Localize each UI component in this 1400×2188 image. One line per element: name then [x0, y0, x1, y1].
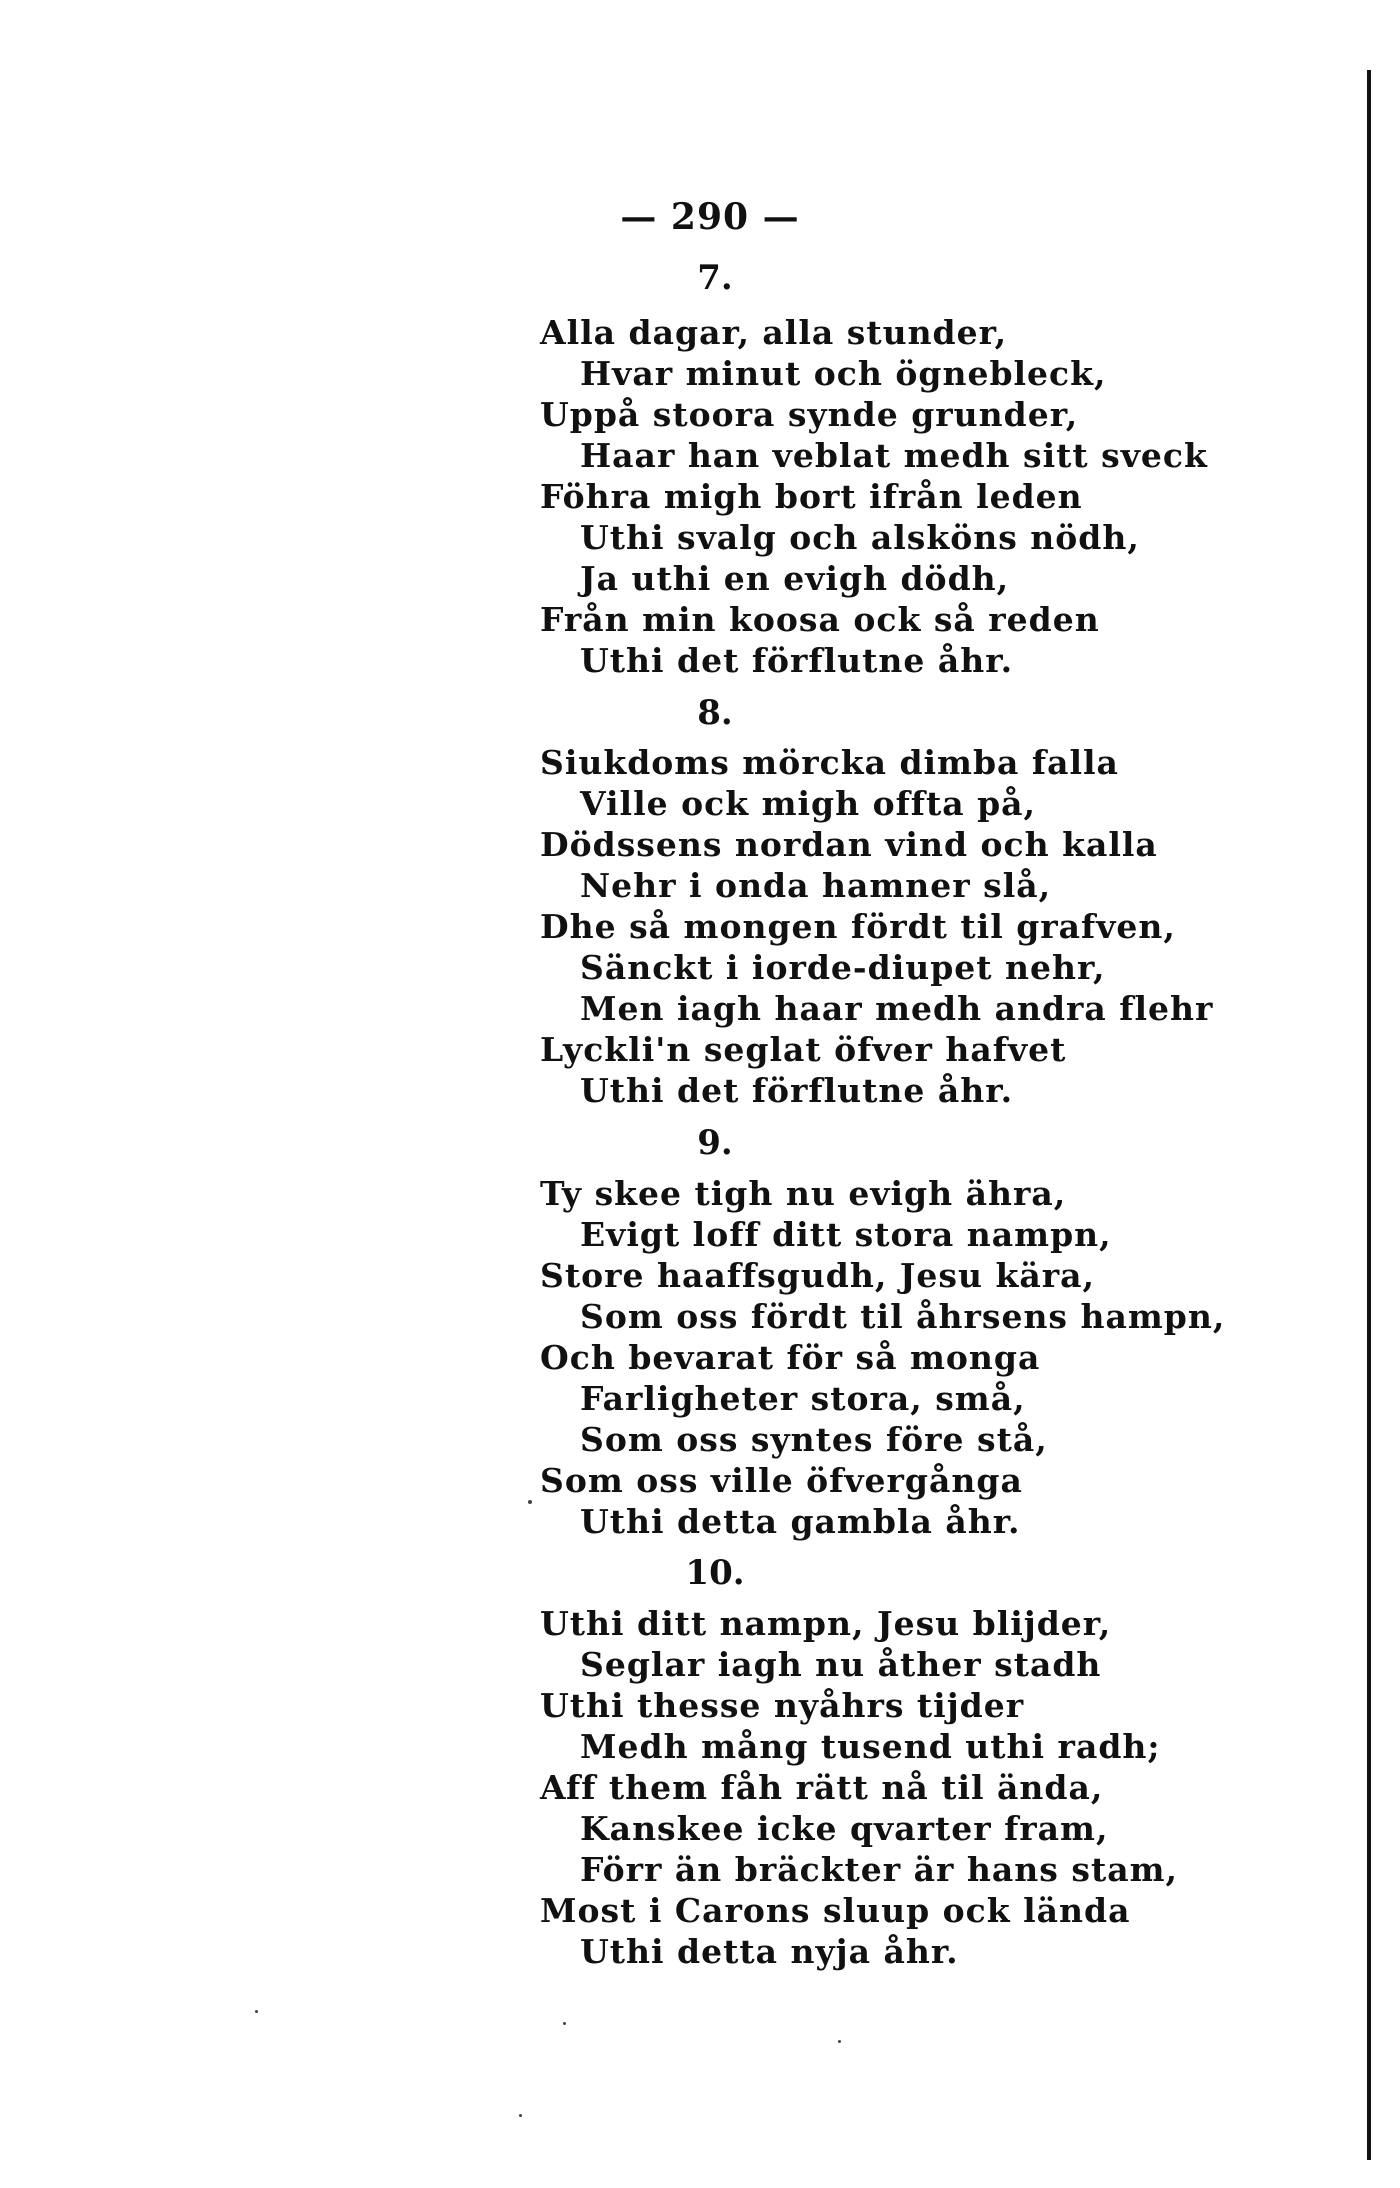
stanza-10 — [540, 1603, 1178, 1972]
verse-line: Nehr i onda hamner slå, — [580, 866, 1052, 905]
scan-speck — [519, 2114, 522, 2117]
verse-line: Uthi detta nyja åhr. — [580, 1932, 959, 1971]
verse-line: Kanskee icke qvarter fram, — [580, 1809, 1109, 1848]
verse-line: Som oss syntes före stå, — [580, 1420, 1048, 1459]
verse-line: Hvar minut och ögnebleck, — [580, 354, 1107, 393]
verse-line: Föhra migh bort ifrån leden — [540, 477, 1083, 516]
scan-speck — [563, 2022, 566, 2025]
verse-line: Most i Carons sluup ock lända — [540, 1891, 1131, 1930]
scan-speck — [528, 1500, 532, 1504]
verse-line: Uthi thesse nyåhrs tijder — [540, 1686, 1025, 1725]
stanza-number-8: 8. — [697, 693, 733, 733]
verse-line: Uthi det förflutne åhr. — [580, 1071, 1014, 1110]
verse-line: Och bevarat för så monga — [540, 1338, 1041, 1377]
verse-line: Förr än bräckter är hans stam, — [580, 1850, 1178, 1889]
verse-line: Uppå stoora synde grunder, — [540, 395, 1079, 434]
verse-line: Aff them fåh rätt nå til ända, — [540, 1768, 1104, 1807]
verse-line: Ja uthi en evigh dödh, — [580, 559, 1010, 598]
verse-line: Uthi det förflutne åhr. — [580, 641, 1014, 680]
stanza-9 — [540, 1173, 1225, 1542]
verse-line: Som oss fördt til åhrsens hampn, — [580, 1297, 1226, 1336]
verse-line: Från min koosa ock så reden — [540, 600, 1100, 639]
verse-line: Haar han veblat medh sitt sveck — [580, 436, 1208, 475]
verse-line: Medh mång tusend uthi radh; — [580, 1727, 1161, 1766]
verse-line: Ville ock migh offta på, — [580, 784, 1037, 823]
verse-line: Farligheter stora, små, — [580, 1379, 1026, 1418]
stanza-8 — [540, 742, 1213, 1111]
verse-line: Seglar iagh nu åther stadh — [580, 1645, 1102, 1684]
verse-line: Som oss ville öfvergånga — [540, 1461, 1023, 1500]
verse-line: Uthi detta gambla åhr. — [580, 1502, 1021, 1541]
verse-line: Dödssens nordan vind och kalla — [540, 825, 1158, 864]
stanza-number-9: 9. — [697, 1123, 733, 1163]
stanza-7 — [540, 312, 1208, 681]
verse-line: Dhe så mongen fördt til grafven, — [540, 907, 1176, 946]
verse-line: Uthi ditt nampn, Jesu blijder, — [540, 1604, 1112, 1643]
stanza-number-7: 7. — [697, 258, 733, 298]
verse-line: Uthi svalg och alsköns nödh, — [580, 518, 1140, 557]
verse-line: Siukdoms mörcka dimba falla — [540, 743, 1119, 782]
page-number: — 290 — — [620, 196, 800, 238]
scan-speck — [838, 2040, 841, 2043]
verse-line: Evigt loff ditt stora nampn, — [580, 1215, 1112, 1254]
stanza-number-10: 10. — [685, 1553, 745, 1593]
verse-line: Men iagh haar medh andra flehr — [580, 989, 1214, 1028]
scan-speck — [255, 2010, 258, 2013]
verse-line: Sänckt i iorde-diupet nehr, — [580, 948, 1106, 987]
verse-line: Ty skee tigh nu evigh ähra, — [540, 1174, 1067, 1213]
verse-line: Alla dagar, alla stunder, — [540, 313, 1008, 352]
page-edge-line — [1367, 70, 1371, 2160]
verse-line: Lyckli'n seglat öfver hafvet — [540, 1030, 1067, 1069]
verse-line: Store haaffsgudh, Jesu kära, — [540, 1256, 1095, 1295]
